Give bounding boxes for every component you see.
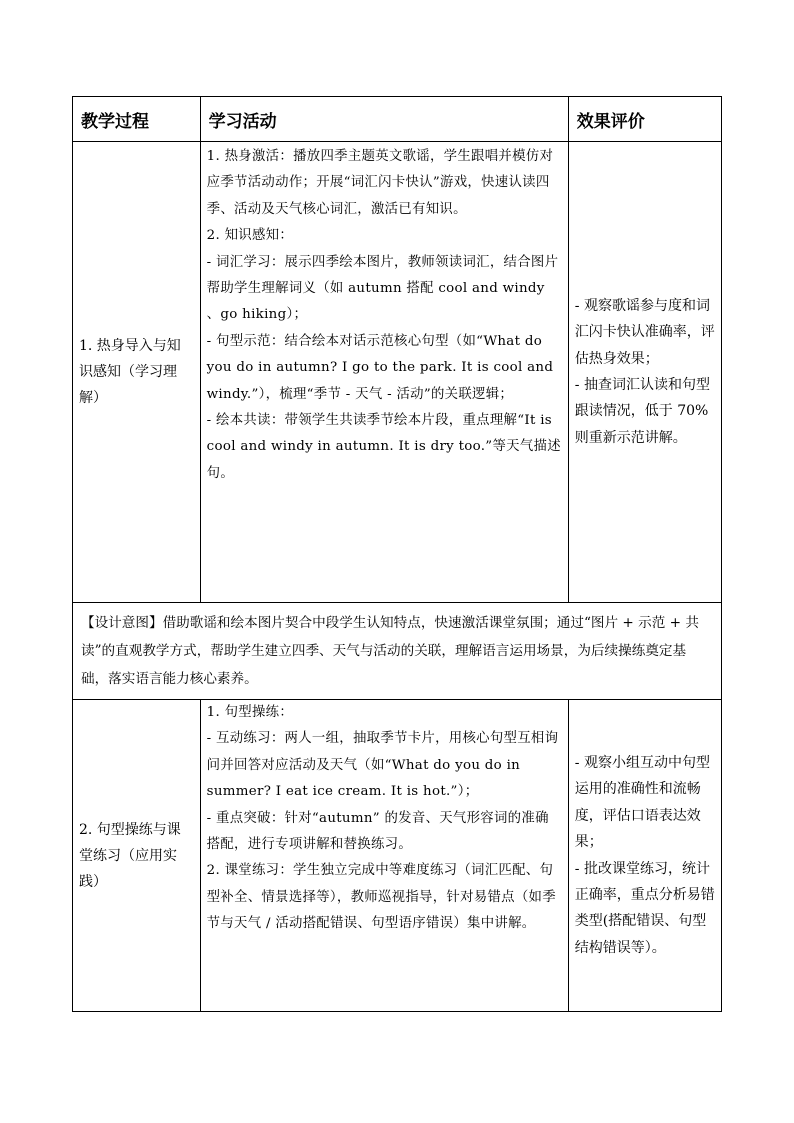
activity-1-line-3: - 词汇学习：展示四季绘本图片，教师领读词汇，结合图片帮助学生理解词义（如 autumn 搭配 cool and windy 、go hiking）；	[206, 254, 559, 323]
activity-1-line-2: 2. 知识感知：	[206, 228, 294, 244]
activity-1-line-1: 1. 热身激活：播放四季主题英文歌谣，学生跟唱并模仿对应季节活动动作；开展“词汇闪卡快认”游戏，快速认读四季、活动及天气核心词汇，激活已有知识。	[206, 149, 554, 217]
header-evaluation: 效果评价	[568, 97, 721, 142]
activity-cell-1	[200, 142, 568, 603]
activity-2-line-4: 2. 课堂练习：学生独立完成中等难度练习（词汇匹配、句型补全、情景选择等），教师巡视指导，针对易错点（如季节与天气 / 活动搭配错误、句型语序错误）集中讲解。	[206, 863, 556, 932]
activity-2-line-2: - 互动练习：两人一组，抽取季节卡片，用核心句型互相询问并回答对应活动及天气（如“What do you do in summer? I eat ice cream. It is hot.”）；	[206, 731, 559, 800]
lesson-plan-table	[72, 96, 722, 1012]
table-row-section-1	[73, 142, 722, 603]
activity-2-line-3: - 重点突破：针对“autumn” 的发音、天气形容词的准确搭配，进行专项讲解和替换练习。	[206, 810, 549, 853]
evaluation-2-line-1: - 观察小组互动中句型运用的准确性和流畅度，评估口语表达效果；	[574, 754, 710, 851]
design-intent-text: 借助歌谣和绘本图片契合中段学生认知特点，快速激活课堂氛围；通过“图片 + 示范 + 共读”的直观教学方式，帮助学生建立四季、天气与活动的关联，理解语言运用场景，为后续操练奠定基础，落实语言能力核心素养。	[81, 615, 699, 687]
table-header-row	[73, 97, 722, 142]
activity-2-line-1: 1. 句型操练：	[206, 705, 294, 720]
design-intent-row	[73, 603, 722, 700]
activity-1-line-5: - 绘本共读：带领学生共读季节绘本片段，重点理解“It is cool and windy in autumn. It is dry too.”等天气描述句。	[206, 413, 561, 481]
process-cell-1: 1. 热身导入与知识感知（学习理解）	[73, 142, 201, 603]
design-intent-label: 【设计意图】	[81, 615, 163, 631]
design-intent-cell	[73, 603, 722, 700]
header-activity: 学习活动	[200, 97, 568, 142]
header-process: 教学过程	[73, 97, 201, 142]
activity-cell-2	[200, 700, 568, 1012]
evaluation-1-line-2: - 抽查词汇认读和句型跟读情况，低于 70% 则重新示范讲解。	[574, 377, 710, 446]
evaluation-cell-2	[568, 700, 721, 1012]
evaluation-cell-1	[568, 142, 721, 603]
table-row-section-2	[73, 700, 722, 1012]
evaluation-2-line-2: - 批改课堂练习，统计正确率，重点分析易错类型(搭配错误、句型结构错误等）。	[574, 860, 715, 956]
activity-1-line-4: - 句型示范：结合绘本对话示范核心句型（如“What do you do in autumn? I go to the park. It is cool and windy.”），梳理“季节 - 天气 - 活动”的关联逻辑；	[206, 333, 554, 402]
evaluation-1-line-1: - 观察歌谣参与度和词汇闪卡快认准确率，评估热身效果；	[574, 297, 715, 367]
process-cell-2: 2. 句型操练与课堂练习（应用实践）	[73, 700, 201, 1012]
